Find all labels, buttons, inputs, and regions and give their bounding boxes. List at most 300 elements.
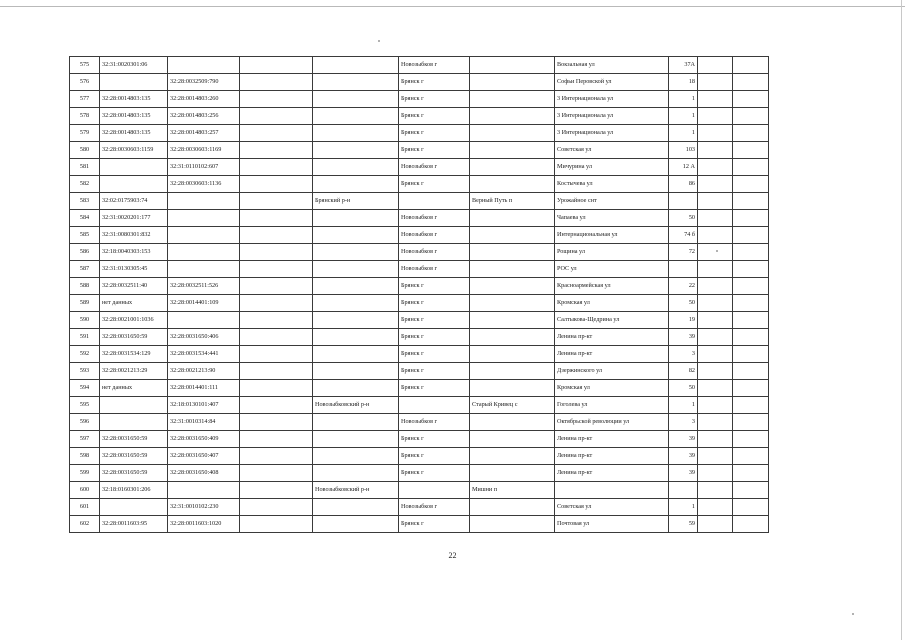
cadastral-land-cell <box>100 499 168 516</box>
house-number-cell: 12 А <box>669 159 698 176</box>
empty-cell <box>240 91 313 108</box>
empty-cell <box>733 159 769 176</box>
empty-cell <box>698 210 733 227</box>
row-number-cell: 595 <box>70 397 100 414</box>
empty-cell <box>240 227 313 244</box>
street-cell: Красноармейская ул <box>555 278 669 295</box>
empty-cell <box>733 176 769 193</box>
table-row <box>70 278 769 295</box>
settlement-cell <box>470 108 555 125</box>
settlement-cell: Верный Путь п <box>470 193 555 210</box>
empty-cell <box>698 108 733 125</box>
cadastral-land-cell: 32:28:0032511:40 <box>100 278 168 295</box>
city-cell <box>399 482 470 499</box>
district-cell <box>313 295 399 312</box>
cadastral-building-cell <box>168 244 240 261</box>
house-number-cell: 37А <box>669 57 698 74</box>
empty-cell <box>240 193 313 210</box>
empty-cell <box>240 482 313 499</box>
city-cell: Брянск г <box>399 125 470 142</box>
cadastral-building-cell: 32:28:0021213:90 <box>168 363 240 380</box>
cadastral-land-cell: 32:28:0021001:1036 <box>100 312 168 329</box>
cadastral-land-cell: 32:31:0020301:06 <box>100 57 168 74</box>
city-cell: Брянск г <box>399 380 470 397</box>
cadastral-building-cell: 32:28:0031650:407 <box>168 448 240 465</box>
empty-cell <box>698 380 733 397</box>
house-number-cell: 39 <box>669 465 698 482</box>
district-cell <box>313 108 399 125</box>
city-cell: Брянск г <box>399 295 470 312</box>
district-cell: Новозыбковский р-н <box>313 397 399 414</box>
district-cell <box>313 91 399 108</box>
table-row <box>70 125 769 142</box>
city-cell: Брянск г <box>399 516 470 533</box>
empty-cell <box>698 176 733 193</box>
cadastral-building-cell: 32:28:0030603:1169 <box>168 142 240 159</box>
empty-cell <box>240 176 313 193</box>
house-number-cell: 50 <box>669 210 698 227</box>
city-cell: Брянск г <box>399 346 470 363</box>
cadastral-land-cell: 32:02:0175903:74 <box>100 193 168 210</box>
empty-cell <box>240 108 313 125</box>
empty-cell <box>733 210 769 227</box>
district-cell <box>313 363 399 380</box>
row-number-cell: 596 <box>70 414 100 431</box>
city-cell <box>399 193 470 210</box>
street-cell: Интернациональная ул <box>555 227 669 244</box>
empty-cell <box>240 312 313 329</box>
scan-speck <box>378 40 380 42</box>
table-row <box>70 244 769 261</box>
scan-right-edge <box>901 0 902 640</box>
empty-cell <box>698 448 733 465</box>
table-row <box>70 227 769 244</box>
row-number-cell: 599 <box>70 465 100 482</box>
cadastral-land-cell: 32:28:0014803:135 <box>100 108 168 125</box>
empty-cell <box>240 499 313 516</box>
empty-cell <box>733 74 769 91</box>
row-number-cell: 577 <box>70 91 100 108</box>
street-cell: 3 Интернационала ул <box>555 108 669 125</box>
street-cell: Ленина пр-кт <box>555 465 669 482</box>
empty-cell <box>698 142 733 159</box>
cadastral-land-cell: 32:28:0030603:1159 <box>100 142 168 159</box>
empty-cell <box>240 295 313 312</box>
empty-cell <box>698 261 733 278</box>
settlement-cell <box>470 499 555 516</box>
empty-cell <box>733 227 769 244</box>
table-row <box>70 397 769 414</box>
row-number-cell: 597 <box>70 431 100 448</box>
street-cell: Ленина пр-кт <box>555 346 669 363</box>
city-cell: Новозыбков г <box>399 159 470 176</box>
cadastral-building-cell <box>168 261 240 278</box>
table-row <box>70 482 769 499</box>
row-number-cell: 598 <box>70 448 100 465</box>
cadastral-land-cell: нет данных <box>100 380 168 397</box>
settlement-cell <box>470 74 555 91</box>
empty-cell <box>698 346 733 363</box>
empty-cell <box>240 159 313 176</box>
table-row <box>70 329 769 346</box>
city-cell: Новозыбков г <box>399 57 470 74</box>
empty-cell <box>733 448 769 465</box>
settlement-cell <box>470 210 555 227</box>
empty-cell <box>698 516 733 533</box>
street-cell: Вокзальная ул <box>555 57 669 74</box>
table-row <box>70 295 769 312</box>
house-number-cell: 1 <box>669 499 698 516</box>
district-cell: Новозыбковский р-н <box>313 482 399 499</box>
street-cell: Кромская ул <box>555 295 669 312</box>
district-cell <box>313 346 399 363</box>
cadastral-building-cell: 32:28:0031534:441 <box>168 346 240 363</box>
empty-cell <box>733 244 769 261</box>
row-number-cell: 586 <box>70 244 100 261</box>
table-row <box>70 380 769 397</box>
settlement-cell <box>470 142 555 159</box>
cadastral-building-cell: 32:28:0014401:109 <box>168 295 240 312</box>
cadastral-land-cell: 32:28:0021213:29 <box>100 363 168 380</box>
empty-cell <box>698 278 733 295</box>
cadastral-land-cell: 32:28:0011603:95 <box>100 516 168 533</box>
house-number-cell: 3 <box>669 414 698 431</box>
cadastral-building-cell <box>168 227 240 244</box>
district-cell <box>313 159 399 176</box>
settlement-cell <box>470 448 555 465</box>
cadastral-building-cell: 32:28:0031650:406 <box>168 329 240 346</box>
street-cell: Советская ул <box>555 142 669 159</box>
table-row <box>70 431 769 448</box>
settlement-cell <box>470 329 555 346</box>
city-cell: Новозыбков г <box>399 227 470 244</box>
empty-cell <box>698 431 733 448</box>
cadastral-building-cell <box>168 193 240 210</box>
district-cell <box>313 499 399 516</box>
street-cell: Почтовая ул <box>555 516 669 533</box>
city-cell: Брянск г <box>399 108 470 125</box>
empty-cell <box>240 516 313 533</box>
street-cell: Гоголева ул <box>555 397 669 414</box>
row-number-cell: 581 <box>70 159 100 176</box>
table-row <box>70 499 769 516</box>
empty-cell <box>240 363 313 380</box>
empty-cell <box>240 125 313 142</box>
row-number-cell: 591 <box>70 329 100 346</box>
city-cell <box>399 397 470 414</box>
district-cell <box>313 380 399 397</box>
house-number-cell: 1 <box>669 125 698 142</box>
empty-cell <box>733 499 769 516</box>
cadastral-building-cell: 32:28:0014803:260 <box>168 91 240 108</box>
empty-cell <box>733 91 769 108</box>
street-cell: Костычева ул <box>555 176 669 193</box>
city-cell: Брянск г <box>399 465 470 482</box>
empty-cell <box>240 57 313 74</box>
district-cell <box>313 278 399 295</box>
settlement-cell <box>470 261 555 278</box>
street-cell: Мичурина ул <box>555 159 669 176</box>
cadastral-land-cell: 32:28:0031650:59 <box>100 431 168 448</box>
empty-cell <box>733 261 769 278</box>
district-cell <box>313 244 399 261</box>
row-number-cell: 584 <box>70 210 100 227</box>
street-cell: РОС ул <box>555 261 669 278</box>
row-number-cell: 576 <box>70 74 100 91</box>
table-row <box>70 142 769 159</box>
row-number-cell: 590 <box>70 312 100 329</box>
empty-cell <box>733 363 769 380</box>
district-cell <box>313 431 399 448</box>
district-cell <box>313 176 399 193</box>
street-cell: Чапаева ул <box>555 210 669 227</box>
street-cell <box>555 482 669 499</box>
city-cell: Брянск г <box>399 176 470 193</box>
cadastral-land-cell: 32:18:0040303:153 <box>100 244 168 261</box>
empty-cell <box>698 414 733 431</box>
street-cell: Урожайное снт <box>555 193 669 210</box>
cadastral-building-cell: 32:28:0030603:1136 <box>168 176 240 193</box>
row-number-cell: 583 <box>70 193 100 210</box>
city-cell: Брянск г <box>399 91 470 108</box>
cadastral-land-cell: 32:28:0014803:135 <box>100 125 168 142</box>
settlement-cell <box>470 176 555 193</box>
cadastral-land-cell: 32:18:0160301:206 <box>100 482 168 499</box>
cadastral-land-cell: 32:28:0031650:59 <box>100 329 168 346</box>
district-cell <box>313 465 399 482</box>
table-row <box>70 91 769 108</box>
house-number-cell: 59 <box>669 516 698 533</box>
table-row <box>70 57 769 74</box>
table-row <box>70 159 769 176</box>
house-number-cell: 1 <box>669 108 698 125</box>
empty-cell <box>240 465 313 482</box>
house-number-cell: 86 <box>669 176 698 193</box>
district-cell <box>313 448 399 465</box>
empty-cell <box>733 516 769 533</box>
district-cell <box>313 142 399 159</box>
empty-cell <box>240 278 313 295</box>
district-cell <box>313 57 399 74</box>
settlement-cell <box>470 244 555 261</box>
cadastral-building-cell: 32:28:0032511:526 <box>168 278 240 295</box>
city-cell: Брянск г <box>399 363 470 380</box>
house-number-cell <box>669 261 698 278</box>
row-number-cell: 588 <box>70 278 100 295</box>
cadastral-land-cell: нет данных <box>100 295 168 312</box>
cadastral-building-cell <box>168 210 240 227</box>
cadastral-building-cell: 32:28:0014803:257 <box>168 125 240 142</box>
settlement-cell <box>470 380 555 397</box>
settlement-cell: Мишни п <box>470 482 555 499</box>
empty-cell <box>698 329 733 346</box>
row-number-cell: 601 <box>70 499 100 516</box>
cadastral-land-cell <box>100 414 168 431</box>
row-number-cell: 593 <box>70 363 100 380</box>
district-cell <box>313 210 399 227</box>
empty-cell <box>733 431 769 448</box>
empty-cell <box>698 244 733 261</box>
empty-cell <box>733 329 769 346</box>
table-row <box>70 176 769 193</box>
district-cell <box>313 125 399 142</box>
empty-cell <box>240 380 313 397</box>
house-number-cell <box>669 193 698 210</box>
street-cell: 3 Интернационала ул <box>555 125 669 142</box>
settlement-cell <box>470 363 555 380</box>
house-number-cell: 50 <box>669 380 698 397</box>
empty-cell <box>698 465 733 482</box>
house-number-cell <box>669 482 698 499</box>
row-number-cell: 587 <box>70 261 100 278</box>
street-cell: Ленина пр-кт <box>555 329 669 346</box>
settlement-cell <box>470 278 555 295</box>
house-number-cell: 103 <box>669 142 698 159</box>
empty-cell <box>240 397 313 414</box>
row-number-cell: 578 <box>70 108 100 125</box>
street-cell: Дзержинского ул <box>555 363 669 380</box>
cadastral-land-cell: 32:28:0031534:129 <box>100 346 168 363</box>
row-number-cell: 580 <box>70 142 100 159</box>
empty-cell <box>240 74 313 91</box>
table-row <box>70 363 769 380</box>
cadastral-building-cell: 32:28:0031650:408 <box>168 465 240 482</box>
house-number-cell: 82 <box>669 363 698 380</box>
empty-cell <box>698 312 733 329</box>
house-number-cell: 39 <box>669 431 698 448</box>
empty-cell <box>733 125 769 142</box>
empty-cell <box>698 482 733 499</box>
table-row <box>70 210 769 227</box>
house-number-cell: 39 <box>669 329 698 346</box>
city-cell: Брянск г <box>399 74 470 91</box>
empty-cell <box>733 465 769 482</box>
settlement-cell <box>470 159 555 176</box>
empty-cell <box>240 142 313 159</box>
street-cell: Советская ул <box>555 499 669 516</box>
row-number-cell: 594 <box>70 380 100 397</box>
table-row <box>70 312 769 329</box>
city-cell: Брянск г <box>399 329 470 346</box>
settlement-cell <box>470 227 555 244</box>
empty-cell <box>733 380 769 397</box>
house-number-cell: 3 <box>669 346 698 363</box>
row-number-cell: 579 <box>70 125 100 142</box>
empty-cell <box>698 499 733 516</box>
table-row <box>70 465 769 482</box>
cadastral-building-cell: 32:18:0130101:407 <box>168 397 240 414</box>
house-number-cell: 18 <box>669 74 698 91</box>
cadastral-land-cell <box>100 397 168 414</box>
empty-cell <box>240 414 313 431</box>
city-cell: Брянск г <box>399 278 470 295</box>
cadastral-building-cell: 32:28:0014401:111 <box>168 380 240 397</box>
row-number-cell: 600 <box>70 482 100 499</box>
table-row <box>70 193 769 210</box>
empty-cell <box>733 312 769 329</box>
empty-cell <box>698 193 733 210</box>
empty-cell <box>240 448 313 465</box>
cadastral-building-cell: 32:28:0014803:256 <box>168 108 240 125</box>
city-cell: Новозыбков г <box>399 244 470 261</box>
empty-cell <box>698 295 733 312</box>
scan-speck <box>852 613 854 615</box>
registry-table <box>69 56 769 533</box>
cadastral-land-cell: 32:28:0031650:59 <box>100 448 168 465</box>
district-cell <box>313 74 399 91</box>
row-number-cell: 585 <box>70 227 100 244</box>
cadastral-land-cell: 32:31:0080301:832 <box>100 227 168 244</box>
empty-cell <box>240 346 313 363</box>
city-cell: Новозыбков г <box>399 499 470 516</box>
page-number: 22 <box>448 551 457 560</box>
cadastral-land-cell: 32:31:0020201:177 <box>100 210 168 227</box>
cadastral-building-cell <box>168 57 240 74</box>
settlement-cell <box>470 312 555 329</box>
empty-cell <box>698 159 733 176</box>
empty-cell <box>698 57 733 74</box>
city-cell: Новозыбков г <box>399 261 470 278</box>
settlement-cell <box>470 295 555 312</box>
cadastral-land-cell: 32:28:0014803:135 <box>100 91 168 108</box>
empty-cell <box>733 482 769 499</box>
city-cell: Брянск г <box>399 448 470 465</box>
row-number-cell: 592 <box>70 346 100 363</box>
street-cell: Рощина ул <box>555 244 669 261</box>
row-number-cell: 602 <box>70 516 100 533</box>
empty-cell <box>733 346 769 363</box>
settlement-cell <box>470 516 555 533</box>
house-number-cell: 1 <box>669 397 698 414</box>
cadastral-building-cell <box>168 312 240 329</box>
settlement-cell <box>470 414 555 431</box>
street-cell: Октябрьской революции ул <box>555 414 669 431</box>
settlement-cell <box>470 431 555 448</box>
registry-body <box>70 57 769 533</box>
empty-cell <box>240 261 313 278</box>
street-cell: Софьи Перовской ул <box>555 74 669 91</box>
district-cell <box>313 329 399 346</box>
cadastral-land-cell <box>100 74 168 91</box>
table-row <box>70 74 769 91</box>
settlement-cell <box>470 91 555 108</box>
cadastral-building-cell <box>168 482 240 499</box>
table-row <box>70 414 769 431</box>
empty-cell <box>698 91 733 108</box>
row-number-cell: 589 <box>70 295 100 312</box>
house-number-cell: 74 б <box>669 227 698 244</box>
row-number-cell: 582 <box>70 176 100 193</box>
cadastral-building-cell: 32:31:0110102:607 <box>168 159 240 176</box>
cadastral-building-cell: 32:31:0010102:230 <box>168 499 240 516</box>
settlement-cell <box>470 125 555 142</box>
table-row <box>70 346 769 363</box>
district-cell <box>313 227 399 244</box>
settlement-cell: Старый Кривец с <box>470 397 555 414</box>
empty-cell <box>733 57 769 74</box>
empty-cell <box>733 193 769 210</box>
empty-cell <box>698 125 733 142</box>
district-cell <box>313 516 399 533</box>
house-number-cell: 1 <box>669 91 698 108</box>
street-cell: Кромская ул <box>555 380 669 397</box>
settlement-cell <box>470 57 555 74</box>
empty-cell <box>240 244 313 261</box>
house-number-cell: 39 <box>669 448 698 465</box>
district-cell <box>313 261 399 278</box>
city-cell: Новозыбков г <box>399 414 470 431</box>
row-number-cell: 575 <box>70 57 100 74</box>
